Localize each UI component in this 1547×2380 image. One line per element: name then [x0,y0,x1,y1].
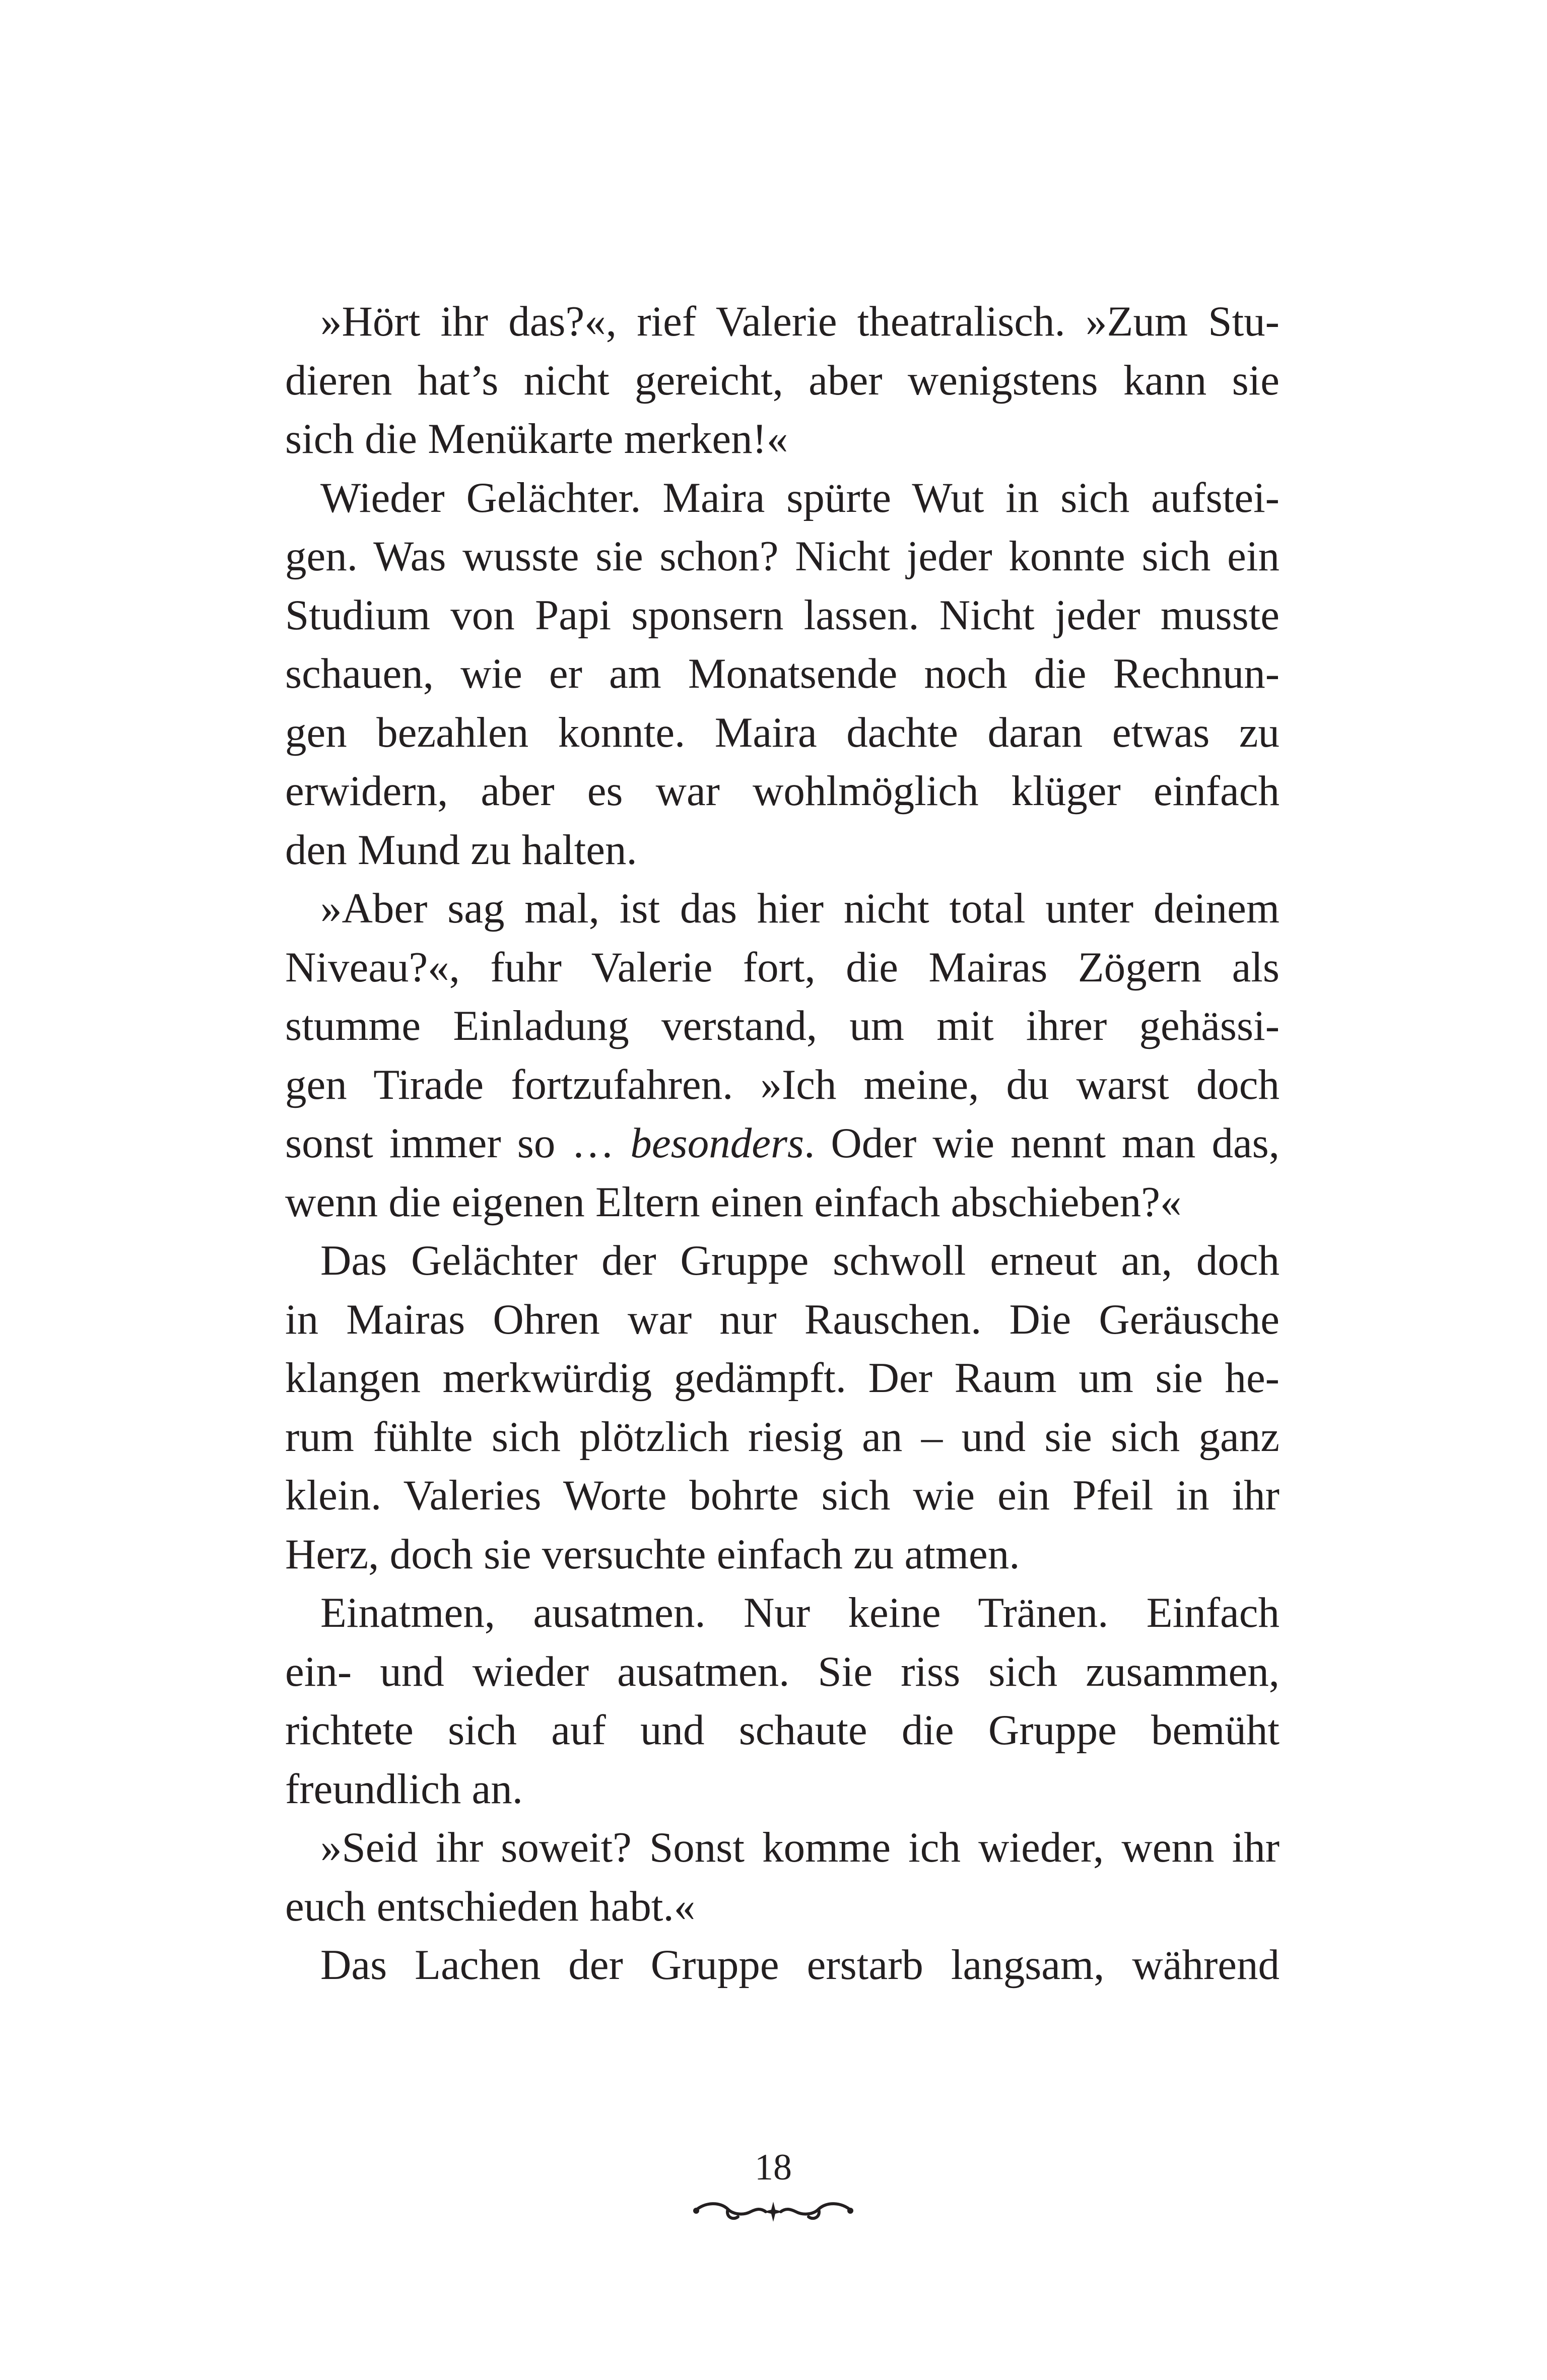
text-line: Wieder Gelächter. Maira spürte Wut in sich aufstei- [320,474,1280,521]
text-line: schauen, wie er am Monatsende noch die Rechnun- [285,650,1280,697]
italic-text-segment: besonders [630,1119,804,1167]
text-line: erwidern, aber es war wohlmöglich klüger einfach [285,767,1280,815]
text-line: freundlich an. [285,1765,523,1813]
text-line: Das Gelächter der Gruppe schwoll erneut an, doch [320,1237,1280,1284]
text-line: Das Lachen der Gruppe erstarb langsam, während [320,1941,1280,1989]
text-segment: . Oder wie nennt man das, [804,1119,1280,1167]
text-line: den Mund zu halten. [285,826,637,874]
text-line: Herz, doch sie versuchte einfach zu atmen. [285,1530,1020,1578]
text-line: euch entschieden habt.« [285,1882,696,1930]
text-line: rum fühlte sich plötzlich riesig an – und sie sich ganz [285,1413,1280,1461]
text-line: Einatmen, ausatmen. Nur keine Tränen. Einfach [320,1589,1280,1636]
text-line: gen. Was wusste sie schon? Nicht jeder konnte sich ein [285,533,1280,580]
text-line: gen Tirade fortzufahren. »Ich meine, du warst doch [285,1061,1280,1108]
text-line: »Hört ihr das?«, rief Valerie theatralisch. »Zum Stu- [320,298,1280,345]
text-line: gen bezahlen konnte. Maira dachte daran etwas zu [285,708,1280,756]
text-line: richtete sich auf und schaute die Gruppe bemüht [285,1706,1280,1754]
text-line: Niveau?«, fuhr Valerie fort, die Mairas Zögern als [285,943,1280,991]
text-line: klangen merkwürdig gedämpft. Der Raum um sie he- [285,1354,1280,1402]
text-segment: sonst immer so … [285,1119,631,1167]
text-line: klein. Valeries Worte bohrte sich wie ein Pfeil in ihr [285,1472,1280,1519]
text-line: sich die Menükarte merken!« [285,415,788,462]
body-text [285,292,1280,1995]
flourish-ornament-icon [685,2187,861,2237]
text-line: wenn die eigenen Eltern einen einfach abschieben?« [285,1178,1182,1226]
text-line: in Mairas Ohren war nur Rauschen. Die Geräusche [285,1295,1280,1343]
text-line: »Seid ihr soweit? Sonst komme ich wieder, wenn ihr [320,1824,1280,1871]
text-line: dieren hat’s nicht gereicht, aber wenigstens kann sie [285,356,1280,404]
text-line: ein- und wieder ausatmen. Sie riss sich zusammen, [285,1647,1280,1695]
text-line: »Aber sag mal, ist das hier nicht total unter deinem [320,885,1280,932]
text-line [285,1114,1280,1173]
page-number: 18 [755,2147,792,2188]
text-line: stumme Einladung verstand, um mit ihrer gehässi- [285,1002,1280,1049]
text-line: Studium von Papi sponsern lassen. Nicht jeder musste [285,591,1280,639]
